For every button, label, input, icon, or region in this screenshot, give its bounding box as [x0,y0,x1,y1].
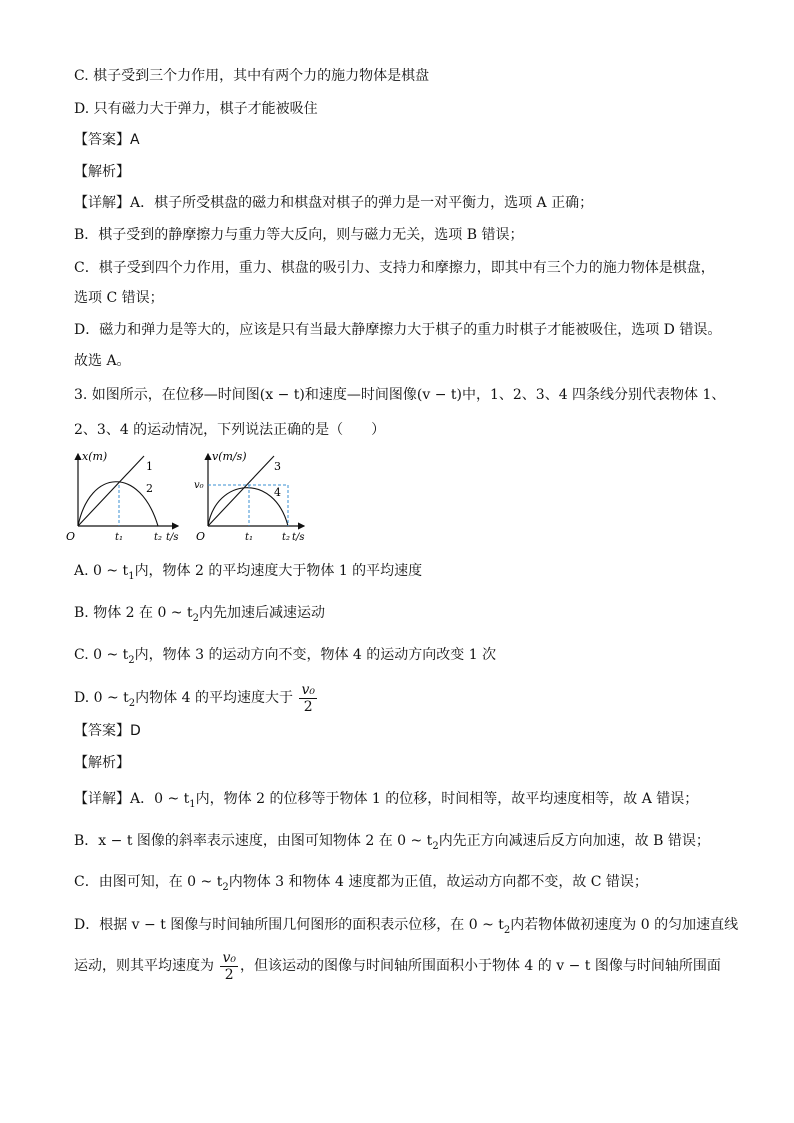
option-c-sub: 2 [128,654,135,666]
option-c-post: 内，物体 3 的运动方向不变，物体 4 的运动方向改变 1 次 [134,647,497,663]
vt-label-3: 3 [274,460,281,473]
answer-value: D [130,723,141,739]
fraction-v0-over-2 [299,682,317,715]
vt-origin: O [196,530,206,543]
explain-c-post: 内物体 3 和物体 4 速度都为正值，故运动方向都不变，故 C 错误； [228,874,648,890]
fraction-numerator: v₀ [222,949,236,966]
answer-2 [74,721,141,741]
option-d-sub: 2 [128,697,136,709]
explain-c-pre: C．由图可知，在 0 ~ t [74,874,223,890]
analysis-header-1: 【解析】 [74,164,130,180]
explain-d-cont-post: ，但该运动的图像与时间轴所围面积小于物体 4 的 v − t 图像与时间轴所围面 [239,958,721,974]
option-a-sub: 1 [128,570,135,582]
option-b-pre: B. 物体 2 在 0 ~ t [74,605,193,621]
vt-x-label: t/s [292,532,305,543]
xt-label-1: 1 [146,460,153,473]
graphs-svg [60,448,320,548]
xt-label-2: 2 [146,482,153,495]
explain-b-sub: 2 [432,840,439,852]
explain-d-post: 内若物体做初速度为 0 的匀加速直线 [510,917,739,933]
option-c [74,645,496,671]
vt-tick-t2: t₂ [282,532,291,543]
option-d-text: D. 只有磁力大于弹力，棋子才能被吸住 [74,101,318,117]
fraction-denominator: 2 [303,698,313,715]
xt-graph [66,450,179,543]
question-3-line-2: 2、3、4 的运动情况，下列说法正确的是（ ） [74,422,386,438]
explain-d-pre: D．根据 v − t 图像与时间轴所围几何图形的面积表示位移，在 0 ~ t [74,917,504,933]
explain-a [74,789,698,815]
option-b-sub: 2 [192,612,199,624]
xt-line-1 [78,456,144,526]
explain-d [74,915,738,941]
vt-graph [194,450,305,543]
fraction-v0-over-2-inline [220,950,238,983]
answer-value: A [130,132,140,148]
option-b-post: 内先加速后减速运动 [199,605,325,621]
detail-conclusion: 故选 A。 [74,353,131,369]
explain-a-post: 内，物体 2 的位移等于物体 1 的位移，时间相等，故平均速度相等，故 A 错误； [195,791,699,807]
explain-c-sub: 2 [222,881,229,893]
explain-b [74,831,710,857]
xt-x-label: t/s [166,532,179,543]
option-a [74,561,422,587]
analysis-header-2: 【解析】 [74,755,130,771]
answer-label: 【答案】 [74,132,130,148]
detail-c: C．棋子受到四个力作用，重力、棋盘的吸引力、支持力和摩擦力，即其中有三个力的施力物体是棋盘， [74,260,715,276]
xt-y-label: x(m) [82,450,108,463]
vt-label-4: 4 [274,486,281,499]
xt-origin: O [66,530,76,543]
option-d [74,680,319,722]
xt-tick-t1: t₁ [115,532,124,543]
option-b [74,603,325,629]
detail-a: 【详解】A．棋子所受棋盘的磁力和棋盘对棋子的弹力是一对平衡力，选项 A 正确； [74,195,594,211]
explain-d-cont [74,948,721,984]
vt-line-3 [208,456,274,526]
explain-d-sub: 2 [503,924,511,936]
explain-d-cont-pre: 运动，则其平均速度为 [74,958,214,974]
detail-d: D．磁力和弹力是等大的，应该是只有当最大静摩擦力大于棋子的重力时棋子才能被吸住，选项 D 错误。 [74,322,722,338]
explain-c [74,872,648,898]
explain-a-sub: 1 [189,798,196,810]
option-a-pre: A. 0 ~ t [74,563,129,579]
option-a-post: 内，物体 2 的平均速度大于物体 1 的平均速度 [134,563,423,579]
vt-v0-label: v₀ [194,480,204,491]
option-c-text: C. 棋子受到三个力作用，其中有两个力的施力物体是棋盘 [74,68,430,84]
question-3-line-1: 3. 如图所示，在位移—时间图(x − t)和速度—时间图像(v − t)中，1、2、3、4 四条线分别代表物体 1、 [74,387,726,403]
option-c-pre: C. 0 ~ t [74,647,129,663]
explain-a-pre: 【详解】A．0 ~ t [74,791,190,807]
vt-y-label: v(m/s) [212,450,247,463]
detail-b: B．棋子受到的静摩擦力与重力等大反向，则与磁力无关，选项 B 错误； [74,227,524,243]
motion-graphs-figure [60,448,320,552]
fraction-denominator: 2 [224,966,234,983]
option-d-mid: 内物体 4 的平均速度大于 [135,690,293,706]
option-d-pre: D. 0 ~ t [74,690,129,706]
explain-b-post: 内先正方向减速后反方向加速，故 B 错误； [438,833,710,849]
detail-c-cont: 选项 C 错误； [74,290,164,306]
answer-label: 【答案】 [74,723,130,739]
vt-tick-t1: t₁ [245,532,254,543]
answer-1 [74,130,140,150]
xt-tick-t2: t₂ [154,532,163,543]
fraction-numerator: v₀ [301,681,315,698]
explain-b-pre: B．x − t 图像的斜率表示速度，由图可知物体 2 在 0 ~ t [74,833,433,849]
